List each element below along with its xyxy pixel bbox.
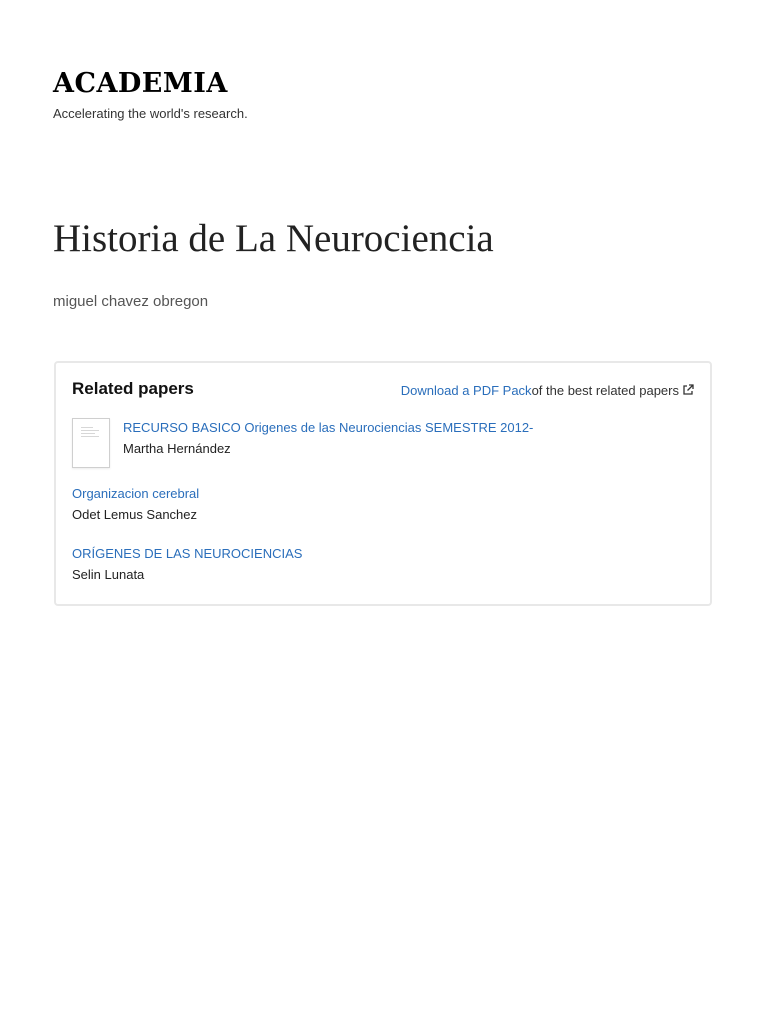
- related-paper-item: [123, 419, 533, 458]
- related-paper-author: Martha Hernández: [123, 441, 231, 456]
- brand-tagline: Accelerating the world's research.: [53, 106, 248, 121]
- pdf-pack-suffix: of the best related papers: [531, 383, 679, 398]
- related-paper-author: Selin Lunata: [72, 567, 145, 582]
- brand-header: [53, 66, 248, 121]
- external-link-icon[interactable]: [682, 384, 694, 399]
- academia-logo[interactable]: ACADEMIA: [53, 68, 228, 99]
- document-title: Historia de La Neurociencia: [53, 217, 494, 260]
- download-pdf-pack-link[interactable]: Download a PDF Pack: [400, 383, 532, 398]
- document-thumbnail[interactable]: [72, 418, 110, 468]
- pdf-pack-prompt: [401, 383, 694, 399]
- related-papers-heading: Related papers: [72, 379, 194, 398]
- related-paper-item: [72, 485, 199, 524]
- related-papers-card: [54, 361, 712, 606]
- related-paper-title[interactable]: ORÍGENES DE LAS NEUROCIENCIAS: [72, 546, 303, 561]
- related-paper-title[interactable]: Organizacion cerebral: [72, 486, 200, 501]
- related-paper-title[interactable]: RECURSO BASICO Origenes de las Neurociencias SEMESTRE 2012-: [123, 420, 534, 435]
- related-paper-item: [72, 545, 302, 584]
- related-paper-author: Odet Lemus Sanchez: [72, 507, 198, 522]
- document-author: miguel chavez obregon: [53, 293, 209, 310]
